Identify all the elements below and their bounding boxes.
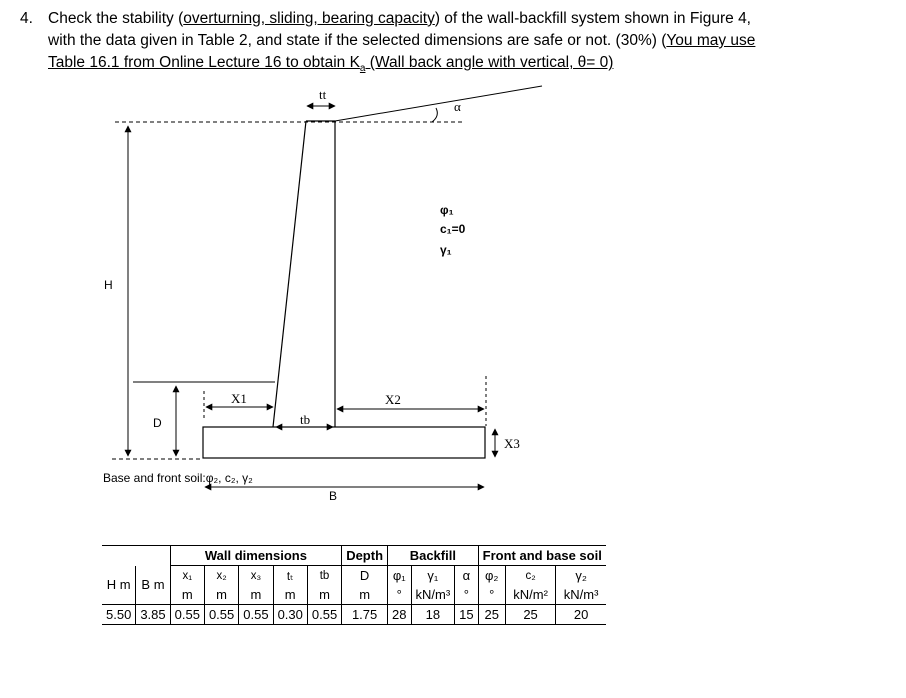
value-x2: 0.55 [204,605,238,625]
value-x3: 0.55 [239,605,273,625]
base-slab [203,427,485,458]
group-backfill: Backfill [388,546,479,566]
col-phi2: φ₂ [478,566,505,586]
data-table [102,545,606,625]
col-phi1: φ₁ [388,566,411,586]
unit-x2: m [204,585,238,605]
unit-tt: m [273,585,307,605]
gamma1-label: γ₁ [440,243,452,257]
value-tt: 0.30 [273,605,307,625]
q-text-part: with the data given in Table 2, and state if the selected dimensions are safe or not. (30%) ( [48,32,667,49]
table-cell [102,546,136,566]
col-x2: x₂ [204,566,238,586]
unit-gamma2: kN/m³ [556,585,606,605]
value-gamma1: 18 [411,605,455,625]
col-D: D [342,566,388,586]
group-front-base-soil: Front and base soil [478,546,606,566]
tt-label: tt [319,87,327,102]
unit-gamma1: kN/m³ [411,585,455,605]
phi1-label: φ₁ [440,203,454,217]
X2-label: X2 [385,392,401,407]
q-underlined-part: overturning, sliding, bearing capacity [183,10,435,27]
unit-x3: m [239,585,273,605]
col-H: H m [102,566,136,605]
alpha-label: α [454,99,461,114]
col-x3: x₃ [239,566,273,586]
q-underlined-part: (Wall back angle with vertical, θ= 0) [365,54,614,71]
X1-label: X1 [231,391,247,406]
value-tb: 0.55 [307,605,341,625]
value-H: 5.50 [102,605,136,625]
col-x1: x₁ [170,566,204,586]
col-tb: tb [307,566,341,586]
q-subscript: a [359,63,366,75]
table-row [102,585,606,605]
value-c2: 25 [505,605,556,625]
unit-D: m [342,585,388,605]
H-label: H [104,278,113,292]
table-row [102,546,606,566]
value-B: 3.85 [136,605,170,625]
col-alpha: α [455,566,478,586]
unit-phi1: ° [388,585,411,605]
col-B: B m [136,566,170,605]
table-row [102,566,606,586]
value-x1: 0.55 [170,605,204,625]
unit-x1: m [170,585,204,605]
col-tt: tₜ [273,566,307,586]
col-c2: c₂ [505,566,556,586]
unit-alpha: ° [455,585,478,605]
c1-label: c₁=0 [440,222,466,236]
group-depth: Depth [342,546,388,566]
table-row [102,605,606,625]
col-gamma2: γ₂ [556,566,606,586]
value-gamma2: 20 [556,605,606,625]
table-cell [136,546,170,566]
q-text-part: Check the stability ( [48,10,184,27]
stem-front-face [273,121,306,427]
value-alpha: 15 [455,605,478,625]
D-label: D [153,416,162,430]
B-label: B [329,489,338,503]
unit-c2: kN/m² [505,585,556,605]
backfill-slope-line [335,86,542,121]
X3-label: X3 [504,436,520,451]
q-text-part: ) of the wall-backfill system shown in Figure 4, [434,10,751,27]
base-soil-label: Base and front soil:φ₂, c₂, γ₂ [103,471,253,485]
group-wall-dimensions: Wall dimensions [170,546,342,566]
q-underlined-part: You may use [666,32,756,49]
value-phi1: 28 [388,605,411,625]
q-underlined-part: Table 16.1 from Online Lecture 16 to obtain K [48,54,360,71]
value-phi2: 25 [478,605,505,625]
alpha-arc [432,108,437,122]
unit-tb: m [307,585,341,605]
tb-label: tb [300,412,311,427]
col-gamma1: γ₁ [411,566,455,586]
question-number: 4. [20,10,33,27]
unit-phi2: ° [478,585,505,605]
value-D: 1.75 [342,605,388,625]
